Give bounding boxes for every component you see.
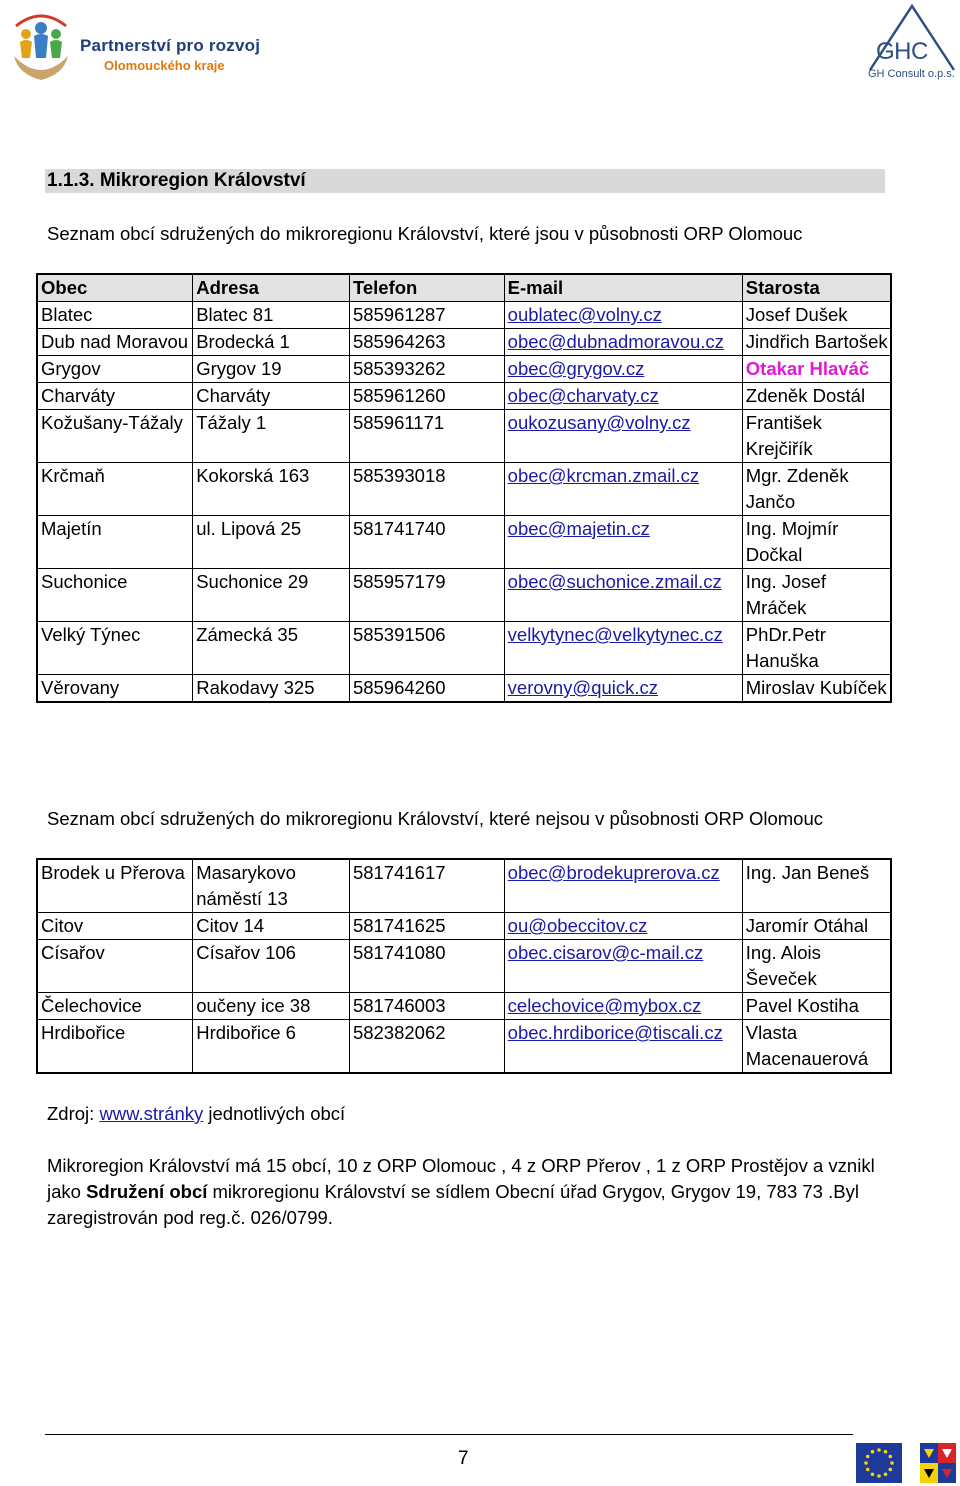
cell-telefon: 585393262 [349,356,504,383]
intro-not-in-orp: Seznam obcí sdružených do mikroregionu Království, které nejsou v působnosti ORP Olomouc [47,808,824,829]
table-row [37,940,891,993]
cell-obec: Grygov [37,356,193,383]
email-link[interactable]: ou@obeccitov.cz [507,915,648,936]
email-link[interactable]: oublatec@volny.cz [507,304,662,325]
cell-adresa: Hrdibořice 6 [193,1020,350,1074]
column-header-obec: Obec [37,274,193,302]
column-header-starosta: Starosta [742,274,891,302]
cell-obec: Čelechovice [37,993,193,1020]
column-header-email: E-mail [504,274,742,302]
cell-email [504,675,742,703]
cell-starosta: Vlasta Macenauerová [742,1020,891,1074]
cell-email [504,329,742,356]
summary-text-2: mikroregionu Království se sídlem Obecní úřad Grygov, Grygov 19, 783 73 .Byl zaregistrován pod reg.č. 026/0799. [47,1181,859,1228]
partnership-logo-icon [6,6,76,84]
cell-starosta: Ing. Josef Mráček [742,569,891,622]
cell-obec: Charváty [37,383,193,410]
cell-adresa: Masarykovo náměstí 13 [193,859,350,913]
cell-adresa: ul. Lipová 25 [193,516,350,569]
table-row [37,993,891,1020]
ghc-logo-text: GHC [876,38,928,65]
cell-email [504,569,742,622]
cell-email [504,356,742,383]
cell-starosta: Ing. Alois Ševeček [742,940,891,993]
table-row [37,913,891,940]
cell-obec: Brodek u Přerova [37,859,193,913]
cell-adresa: Grygov 19 [193,356,350,383]
cell-email [504,302,742,329]
cell-starosta [742,356,891,383]
cell-email [504,463,742,516]
page-number: 7 [458,1448,469,1469]
cell-starosta: Josef Dušek [742,302,891,329]
cell-starosta: Zdeněk Dostál [742,383,891,410]
email-link[interactable]: obec@suchonice.zmail.cz [507,571,722,592]
cell-email [504,940,742,993]
cell-starosta: Ing. Jan Beneš [742,859,891,913]
table-row [37,410,891,463]
cell-telefon: 582382062 [349,1020,504,1074]
section-heading: 1.1.3. Mikroregion Království [45,169,885,193]
table-row [37,859,891,913]
email-link[interactable]: verovny@quick.cz [507,677,659,698]
table-row [37,383,891,410]
cell-obec: Citov [37,913,193,940]
email-link[interactable]: obec@brodekuprerova.cz [507,862,720,883]
email-link[interactable]: obec@grygov.cz [507,358,645,379]
table-row [37,516,891,569]
cell-telefon: 581741617 [349,859,504,913]
municipalities-in-orp-table [36,273,892,703]
table-row [37,329,891,356]
summary-text-1: Mikroregion Království má 15 obcí, 10 z ORP Olomouc , 4 z ORP Přerov , 1 z ORP Prostějov a vznikl jako [47,1155,875,1202]
cell-adresa: Charváty [193,383,350,410]
table-row [37,356,891,383]
cell-telefon: 585391506 [349,622,504,675]
cell-telefon: 585393018 [349,463,504,516]
email-link[interactable]: obec.cisarov@c-mail.cz [507,942,704,963]
source-label: Zdroj: [47,1103,95,1124]
cell-email [504,859,742,913]
table-row [37,622,891,675]
cell-starosta: Pavel Kostiha [742,993,891,1020]
cell-adresa: Brodecká 1 [193,329,350,356]
email-link[interactable]: obec@dubnadmoravou.cz [507,331,724,352]
eu-flag-icon [856,1443,902,1483]
cell-adresa: Císařov 106 [193,940,350,993]
cell-starosta: Jaromír Otáhal [742,913,891,940]
email-link[interactable]: obec@krcman.zmail.cz [507,465,700,486]
cell-email [504,383,742,410]
cell-starosta: Jindřich Bartošek [742,329,891,356]
table-row [37,569,891,622]
cell-adresa: Blatec 81 [193,302,350,329]
email-link[interactable]: oukozusany@volny.cz [507,412,691,433]
source-rest: jednotlivých obcí [203,1103,346,1124]
footer-divider [45,1434,853,1435]
cell-adresa: Tážaly 1 [193,410,350,463]
intro-in-orp: Seznam obcí sdružených do mikroregionu Království, které jsou v působnosti ORP Olomouc [47,223,803,244]
cell-starosta: Mgr. Zdeněk Jančo [742,463,891,516]
cell-obec: Blatec [37,302,193,329]
cell-email [504,622,742,675]
table-row [37,463,891,516]
brand-subtitle: Olomouckého kraje [104,58,225,73]
cell-email [504,410,742,463]
email-link[interactable]: celechovice@mybox.cz [507,995,702,1016]
table-row [37,675,891,703]
email-link[interactable]: obec@charvaty.cz [507,385,659,406]
cell-telefon: 581741080 [349,940,504,993]
cell-email [504,913,742,940]
cell-obec: Suchonice [37,569,193,622]
cell-telefon: 585964263 [349,329,504,356]
cell-email [504,516,742,569]
cell-obec: Císařov [37,940,193,993]
cell-telefon: 585957179 [349,569,504,622]
cell-adresa: Kokorská 163 [193,463,350,516]
cell-telefon: 581741625 [349,913,504,940]
cell-obec: Majetín [37,516,193,569]
table-row [37,302,891,329]
page-header [0,0,960,95]
cell-adresa: Zámecká 35 [193,622,350,675]
cell-telefon: 581741740 [349,516,504,569]
cell-starosta: Miroslav Kubíček [742,675,891,703]
cell-adresa: Suchonice 29 [193,569,350,622]
email-link[interactable]: obec.hrdiborice@tiscali.cz [507,1022,723,1043]
source-note [47,1101,345,1127]
table-row [37,1020,891,1074]
cell-obec: Velký Týnec [37,622,193,675]
cell-obec: Krčmaň [37,463,193,516]
table-header-row [37,274,891,302]
cell-obec: Hrdibořice [37,1020,193,1074]
municipalities-not-in-orp-table [36,858,892,1074]
cell-obec: Věrovany [37,675,193,703]
summary-paragraph [47,1153,887,1231]
cell-obec: Dub nad Moravou [37,329,193,356]
column-header-telefon: Telefon [349,274,504,302]
brand-title: Partnerství pro rozvoj [80,36,261,55]
ghc-logo-subtitle: GH Consult o.p.s. [868,68,955,80]
regional-coat-of-arms-icon [920,1443,956,1483]
cell-email [504,993,742,1020]
column-header-adresa: Adresa [193,274,350,302]
cell-telefon: 581746003 [349,993,504,1020]
cell-telefon: 585964260 [349,675,504,703]
cell-telefon: 585961171 [349,410,504,463]
cell-adresa: oučeny ice 38 [193,993,350,1020]
source-link[interactable]: www.stránky [99,1103,204,1124]
cell-obec: Kožušany-Tážaly [37,410,193,463]
email-link[interactable]: obec@majetin.cz [507,518,650,539]
cell-starosta: PhDr.Petr Hanuška [742,622,891,675]
cell-telefon: 585961260 [349,383,504,410]
email-link[interactable]: velkytynec@velkytynec.cz [507,624,723,645]
cell-starosta: František Krejčiřík [742,410,891,463]
cell-adresa: Rakodavy 325 [193,675,350,703]
summary-bold: Sdružení obcí [86,1181,208,1202]
highlighted-mayor-name: Otakar Hlaváč [745,358,870,379]
cell-email [504,1020,742,1074]
cell-telefon: 585961287 [349,302,504,329]
cell-adresa: Citov 14 [193,913,350,940]
cell-starosta: Ing. Mojmír Dočkal [742,516,891,569]
